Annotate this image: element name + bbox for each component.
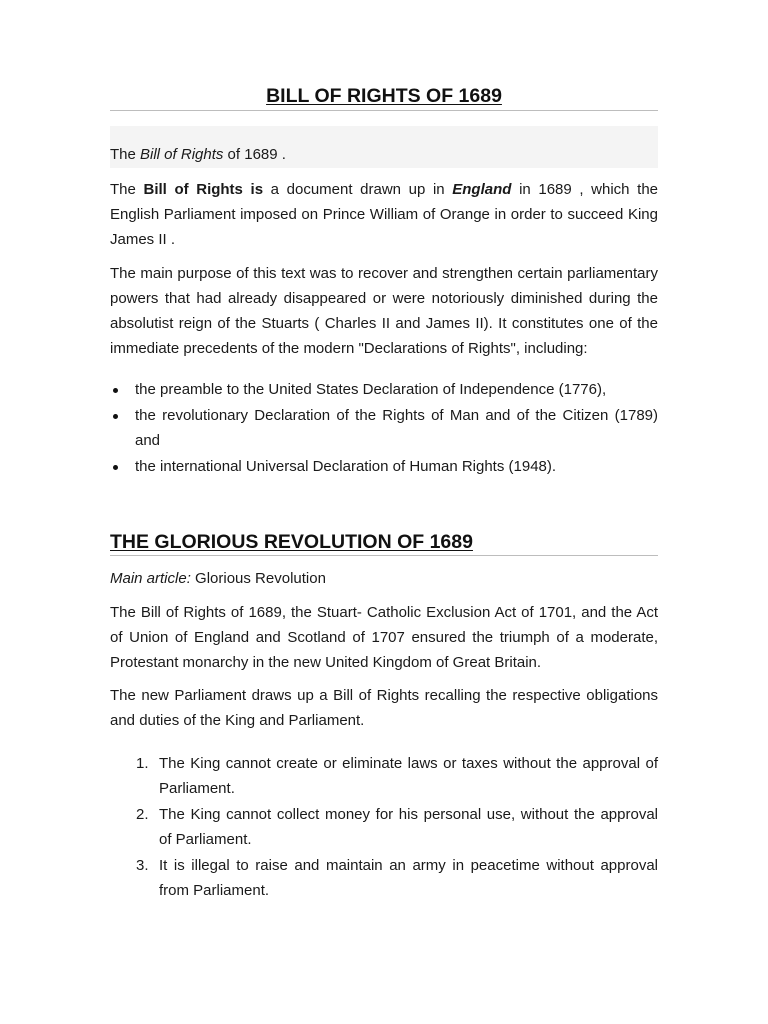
bullet-icon [113,465,118,470]
text-run: a document drawn up in [263,181,453,198]
list-number: 2. [136,805,149,823]
list-item-text: The King cannot create or eliminate laws or taxes without the approval of Parliament. [159,754,658,798]
intro-line [110,142,286,167]
text-run: The [110,181,144,198]
list-item [110,403,658,454]
list-item [110,751,658,802]
document-body [110,84,658,904]
section-heading-block [110,530,658,556]
list-item-text: The King cannot collect money for his personal use, without the approval of Parliament. [159,805,658,849]
paragraph-new-parliament: The new Parliament draws up a Bill of Rights recalling the respective obligations and duties of the King and Parliament. [110,687,658,730]
paragraph-main-purpose: The main purpose of this text was to recover and strengthen certain parliamentary powers that had already disappeared or were notoriously diminished during the absolutist reign of the Stuarts ( Charles II and James II). It constitutes one of the immediate precedents of the modern "Declarations of Rights", including: [110,264,658,358]
bullet-icon [113,388,118,393]
list-item-text: the revolutionary Declaration of the Rights of Man and of the Citizen (1789) and [135,406,658,450]
intro-italic: Bill of Rights [140,145,224,163]
declarations-list [110,377,658,479]
title-block [110,84,658,111]
obligations-list [110,751,658,904]
intro-prefix: The [110,145,141,163]
list-item [110,377,658,403]
main-article-label: Main article: [110,570,191,588]
intro-shaded-block [110,126,658,168]
bold-italic-run: England [452,181,512,198]
text-run: in 1689 , which the English Parliament imposed on Prince William of Orange in order to succeed King James II . [110,181,659,249]
list-item-text: It is illegal to raise and maintain an army in peacetime without approval from Parliament. [159,856,658,900]
main-article-line [110,566,658,591]
document-title: BILL OF RIGHTS OF 1689 [266,85,502,107]
bullet-icon [113,414,118,419]
paragraph-acts: The Bill of Rights of 1689, the Stuart- Catholic Exclusion Act of 1701, and the Act of Union of England and Scotland of 1707 ensured the triumph of a moderate, Protestant monarchy in the new United Kingdom of Great Britain. [110,603,658,672]
section-title: THE GLORIOUS REVOLUTION OF 1689 [110,531,473,554]
list-item [110,454,658,480]
bold-run: Bill of Rights is [143,181,264,198]
list-item [110,853,658,904]
intro-suffix: of 1689 . [223,145,286,163]
list-item-text: the preamble to the United States Declaration of Independence (1776), [135,381,607,399]
main-article-link[interactable]: Glorious Revolution [190,570,326,588]
list-item [110,802,658,853]
list-item-text: the international Universal Declaration of Human Rights (1948). [135,457,557,475]
paragraph-bill-definition [110,177,658,253]
list-number: 1. [136,754,149,772]
list-number: 3. [136,856,149,874]
